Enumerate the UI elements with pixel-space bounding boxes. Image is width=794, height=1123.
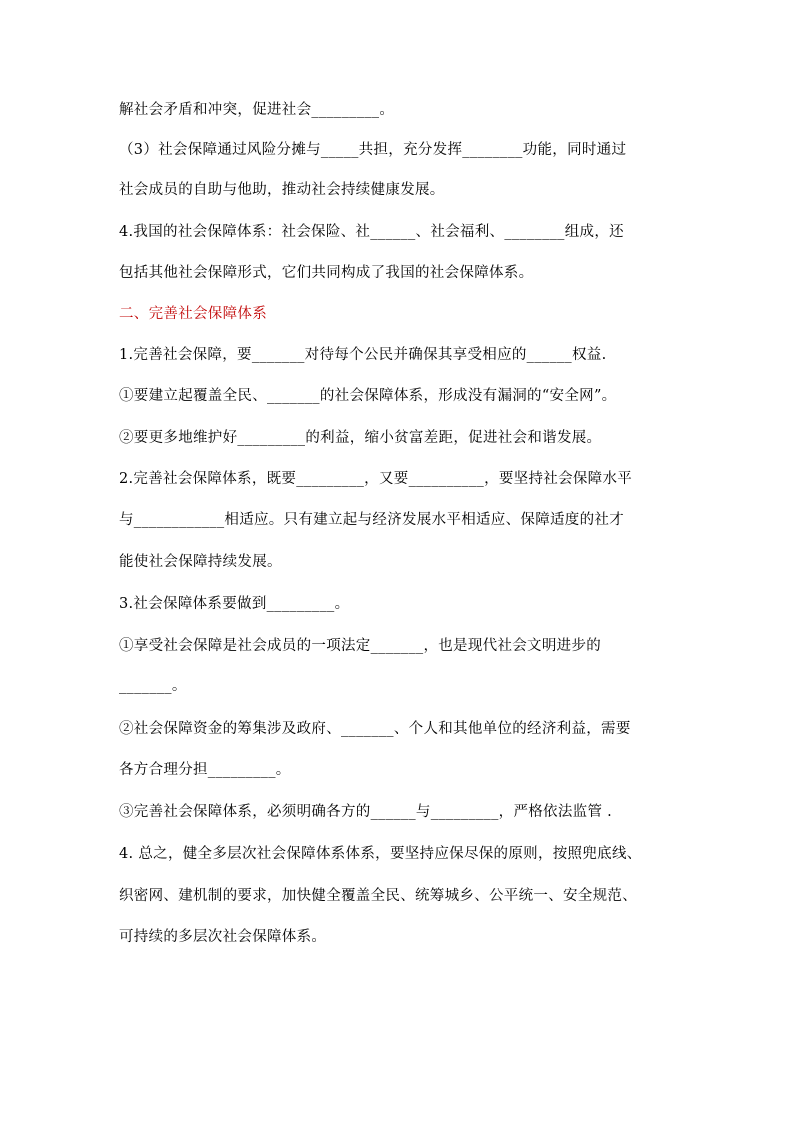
text-line: ②要更多地维护好_________的利益，缩小贫富差距，促进社会和谐发展。 [119,430,602,446]
text-line: 各方合理分担_________。 [119,762,291,778]
text-line: ①享受社会保障是社会成员的一项法定_______，也是现代社会文明进步的 [119,638,602,654]
text-line: ③完善社会保障体系，必须明确各方的______与_________，严格依法监管 . [119,804,613,820]
text-line: 社会成员的自助与他助，推动社会持续健康发展。 [119,182,445,198]
text-line: 包括其他社会保障形式，它们共同构成了我国的社会保障体系。 [119,265,534,281]
section-heading: 二、完善社会保障体系 [119,306,267,322]
text-line: 4. 总之，健全多层次社会保障体系体系，要坚持应保尽保的原则，按照兜底线、 [119,846,642,862]
text-line: 织密网、建机制的要求，加快健全覆盖全民、统筹城乡、公平统一、安全规范、 [119,888,637,904]
text-line: ①要建立起覆盖全民、_______的社会保障体系，形成没有漏洞的“安全网”。 [119,388,617,404]
text-line: 3.社会保障体系要做到_________。 [119,596,350,612]
text-line: 1.完善社会保障，要_______对待每个公民并确保其享受相应的______权益. [119,347,607,363]
text-line: 可持续的多层次社会保障体系。 [119,929,327,945]
text-line: _______。 [119,678,187,694]
text-line: （3）社会保障通过风险分摊与_____共担，充分发挥________功能，同时通过 [119,142,627,158]
text-line: 能使社会保障持续发展。 [119,554,282,570]
text-line: 解社会矛盾和冲突，促进社会_________。 [119,102,395,118]
text-line: ②社会保障资金的筹集涉及政府、_______、个人和其他单位的经济利益，需要 [119,721,631,737]
text-line: 与____________相适应。只有建立起与经济发展水平相适应、保障适度的社才 [119,512,624,528]
text-line: 2.完善社会保障体系，既要_________，又要__________，要坚持社会保障水平 [119,471,633,487]
text-line: 4.我国的社会保障体系：社会保险、社______、社会福利、________组成，还 [119,224,624,240]
